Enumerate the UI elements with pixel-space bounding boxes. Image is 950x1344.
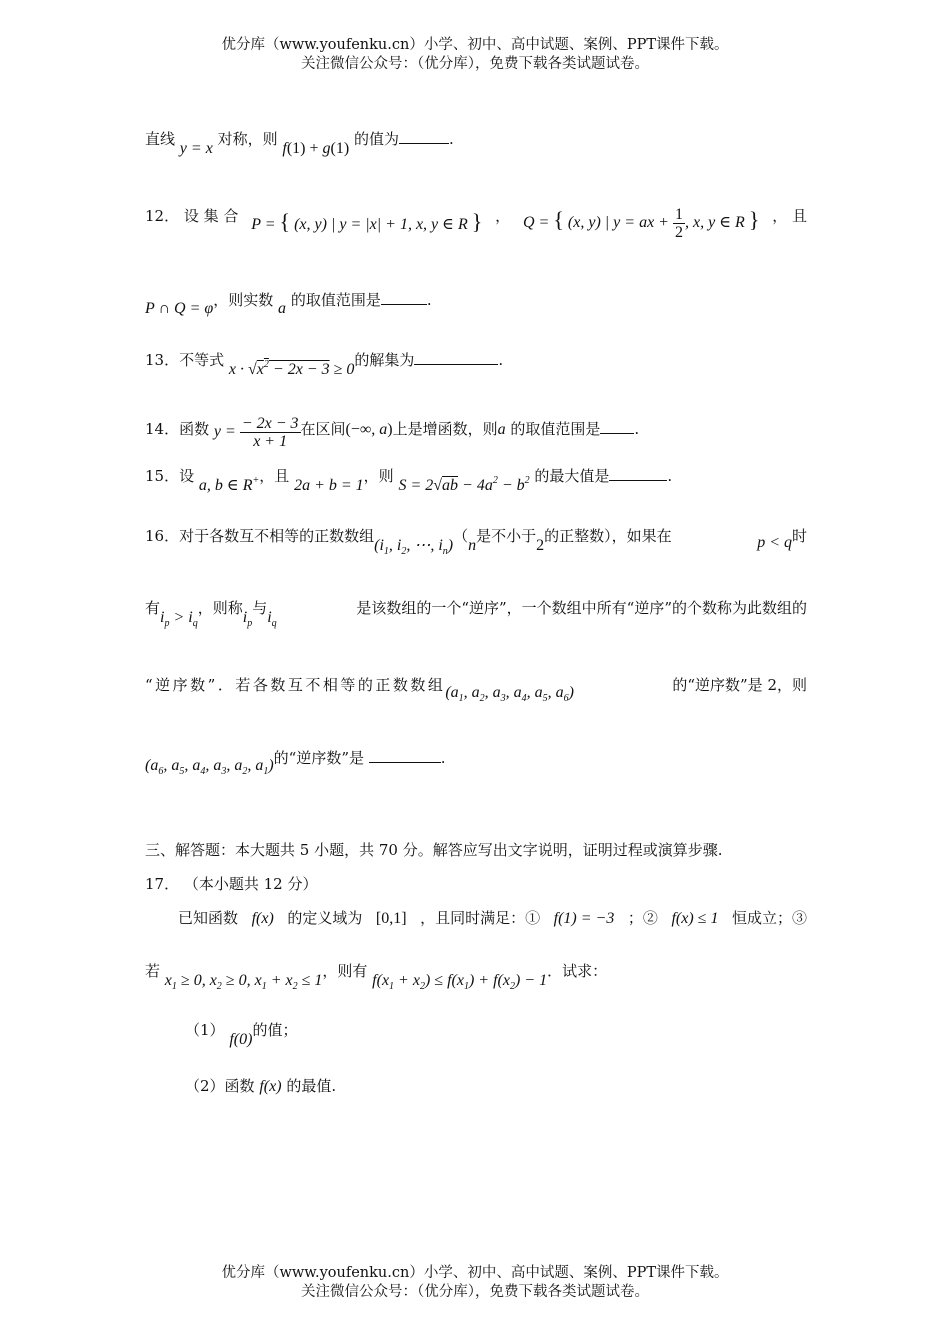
answer-blank (414, 350, 498, 365)
question-17-condition-3: 若 $x_1 \ge 0$, $x_2 \ge 0$, $x_1 + x_2 \le 1$，则有 $f(x_1 + x_2) \le f(x_1) + f(x_2) - 1$．试求： (145, 962, 608, 992)
answer-blank (369, 748, 441, 763)
set-p-expression: P = { (x, y) | y = |x| + 1, x, y ∈ R } (251, 209, 483, 235)
question-17-heading: 17． （本小题共 12 分） (145, 875, 318, 893)
answer-blank (600, 419, 634, 434)
header-line-1: 优分库（www.youfenku.cn）小学、初中、高中试题、案例、PPT课件下载。 (221, 37, 729, 53)
question-16-line-2: 有$i_p > i_q$，则称$i_p$与$i_q$ 是该数组的一个“逆序”，一个数组中所有“逆序”的个数称为此数组的 (145, 599, 807, 629)
footer-line-2: 关注微信公众号：（优分库），免费下载各类试题试卷。 (301, 1284, 649, 1300)
question-12: 12． 设 集 合 P = { (x, y) | y = |x| + 1, x, y ∈ R } ， Q = { (x, y) | y = ax + $\frac{1}{2}$ , x, y ∈ R } ， 且 (145, 206, 807, 241)
question-11-continuation: 直线 y = x 对称，则 f(1) + g(1) 的值为 . (145, 130, 454, 157)
question-12-line-2: P ∩ Q = φ，则实数 a 的取值范围是 . (145, 291, 432, 317)
answer-blank (399, 129, 449, 144)
question-16: 16．对于各数互不相等的正数数组($i_1$, $i_2$, ⋯, $i_n)(n$是不小于2的正整数），如果在 p < q时 (145, 527, 807, 557)
page-header (0, 36, 950, 74)
question-17-part-2: （2）函数 f(x) 的最值. (185, 1077, 337, 1095)
question-16-line-3: “逆序数”．若各数互不相等的正数数组($a_1$, $a_2$, $a_3$, $a_4$, $a_5$, $a_6$) 的“逆序数”是 2，则 (145, 676, 807, 704)
question-15: 15．设 a, b ∈ R+，且 2a + b = 1，则 $S = 2√ab - 4a^2 - b^2$ 的最大值是 . (145, 467, 673, 494)
footer-line-1: 优分库（www.youfenku.cn）小学、初中、高中试题、案例、PPT课件下载。 (221, 1265, 729, 1281)
question-17-conditions: 已知函数 f(x) 的定义域为 [0,1] ，且同时满足：① f(1) = −3 ；② f(x) ≤ 1 恒成立；③ (178, 909, 807, 927)
question-14: 14．函数 y = $\frac{- 2x - 3}{x + 1}$ 在区间(−∞, a)上是增函数，则a 的取值范围是 . (145, 415, 640, 450)
question-17-part-1: （1） f(0)的值； (185, 1021, 298, 1048)
answer-blank (609, 466, 667, 481)
page-footer (0, 1264, 950, 1302)
answer-blank (381, 290, 427, 305)
question-13: 13．不等式 $x \cdot √x^2 - 2x - 3 \ge 0$的解集为 . (145, 351, 504, 378)
header-line-2: 关注微信公众号：（优分库），免费下载各类试题试卷。 (301, 56, 649, 72)
set-q-expression: Q = { (x, y) | y = ax + $\frac{1}{2}$ , x, y ∈ R } (523, 206, 760, 241)
section-3-heading: 三、解答题：本大题共 5 小题，共 70 分。解答应写出文字说明，证明过程或演算步骤. (145, 841, 723, 859)
question-16-line-4: ($a_6$, $a_5$, $a_4$, $a_3$, $a_2$, $a_1$)的“逆序数”是 . (145, 749, 446, 777)
